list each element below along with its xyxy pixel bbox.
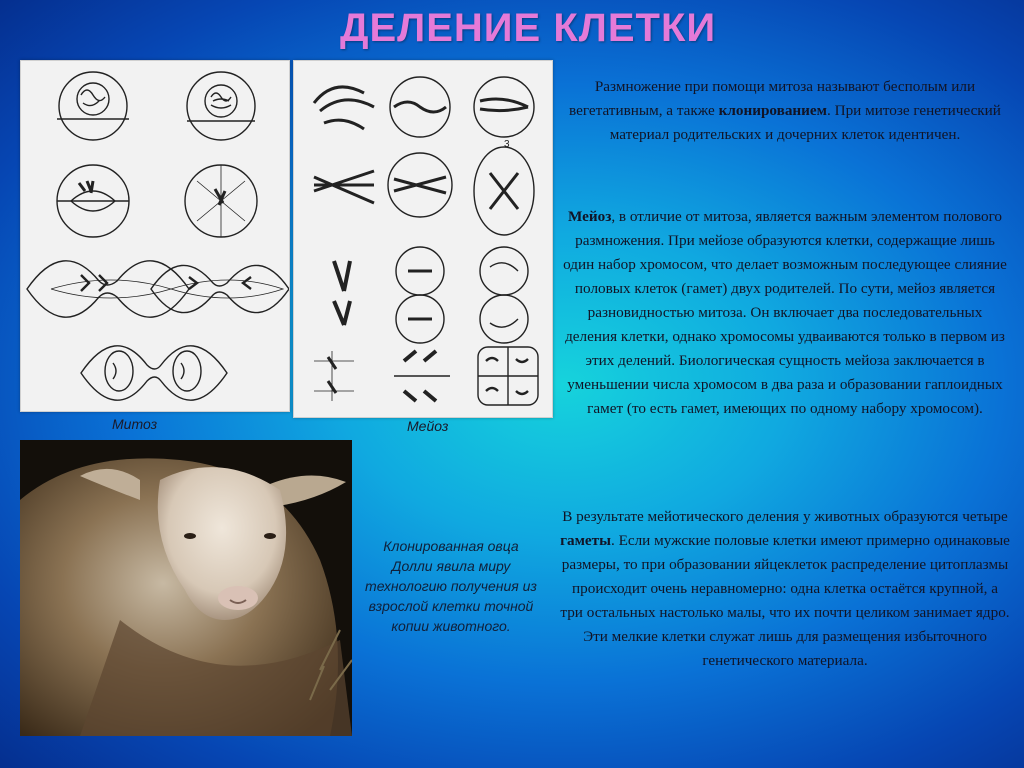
mitosis-diagram bbox=[20, 60, 290, 412]
slide-title: ДЕЛЕНИЕ КЛЕТКИ bbox=[340, 6, 717, 50]
meiosis-caption: Мейоз bbox=[407, 418, 449, 434]
keyword-gametes: гаметы bbox=[560, 532, 611, 549]
paragraph-text: Размножение при помощи митоза называют бесполым или вегетативным, а также bbox=[569, 78, 976, 119]
sheep-caption: Клонированная овца Долли явила миру технологию получения из взрослой клетки точной копии животного. bbox=[365, 538, 537, 634]
mitosis-illustration bbox=[21, 61, 289, 411]
meiosis-illustration bbox=[294, 61, 552, 417]
dolly-sheep-photo bbox=[20, 440, 352, 736]
paragraph-text: . Если мужские половые клетки имеют примерно одинаковые размеры, то при образовании яйцеклеток распределение цитоплазмы происходит очень неравномерно: одна клетка остаётся крупной, а три остальных настолько малы, что их почти целиком занимает ядро. Эти мелкие клетки служат лишь для размещения избыточного генетического материала. bbox=[560, 532, 1010, 669]
paragraph-text: , в отличие от митоза, является важным элементом полового размножения. При мейозе образуются клетки, содержащие лишь один набор хромосом, что делает возможным последующее слияние половых клеток (гамет) двух родителей. По сути, мейоз является разновидностью митоза. Он включает два последовательных деления клетки, однако хромосомы удваиваются только в первом из этих делений. Биологическая сущность мейоза заключается в уменьшении числа хромосом в два раза и образовании гаплоидных гамет (то есть гамет, имеющих по одному набору хромосом). bbox=[563, 208, 1007, 417]
paragraph-text: . При митозе генетический материал родительских и дочерних клеток идентичен. bbox=[609, 102, 1001, 143]
paragraph-meiosis bbox=[560, 205, 1010, 421]
keyword-meiosis: Мейоз bbox=[567, 208, 612, 225]
paragraph-gametes bbox=[560, 505, 1010, 673]
meiosis-diagram bbox=[293, 60, 553, 418]
sheep-image bbox=[20, 440, 352, 736]
paragraph-cloning bbox=[560, 75, 1010, 147]
keyword-cloning: клонированием bbox=[718, 102, 828, 119]
mitosis-caption: Митоз bbox=[112, 416, 158, 432]
paragraph-text: В результате мейотического деления у животных образуются четыре bbox=[562, 508, 1008, 525]
meiosis-stage-number: 3 bbox=[504, 139, 510, 150]
